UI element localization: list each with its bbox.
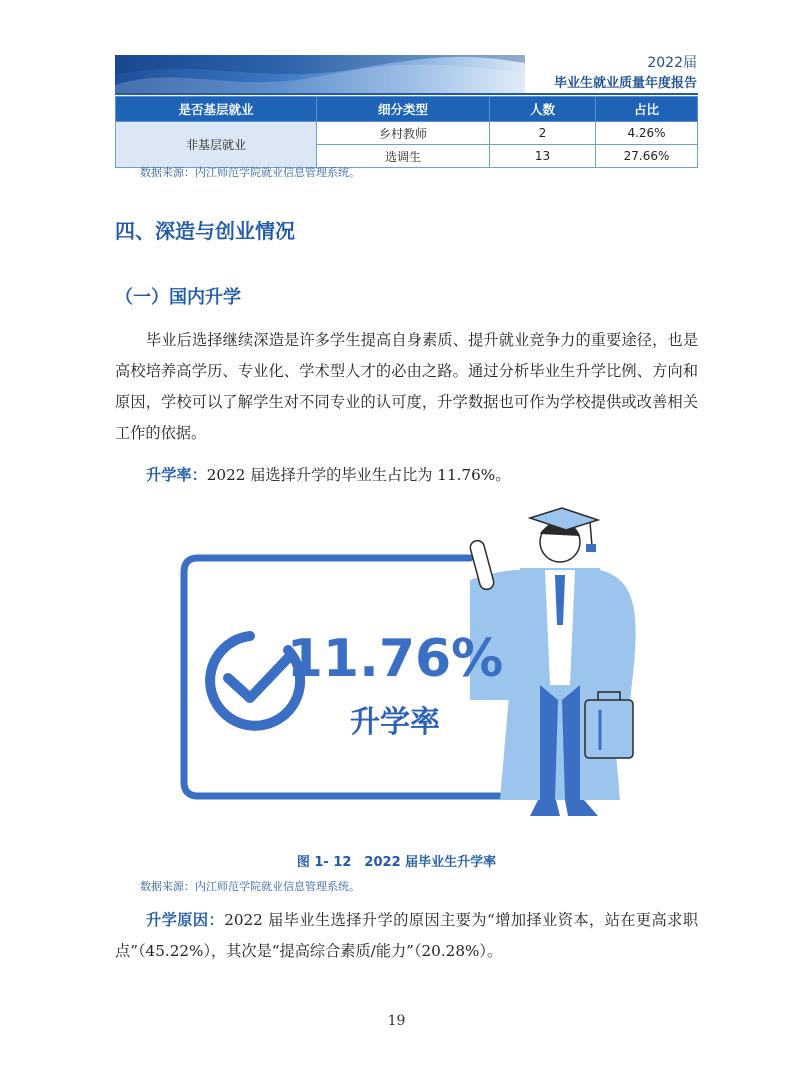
subsection-heading: （一）国内升学	[115, 287, 241, 308]
rate-label: 升学率：	[146, 466, 207, 484]
percent-cell: 27.66%	[596, 145, 698, 168]
figure-source-note: 数据来源：内江师范学院就业信息管理系统。	[140, 880, 360, 893]
percent-cell: 4.26%	[596, 122, 698, 145]
col-header: 是否基层就业	[116, 97, 317, 122]
table-header-row	[116, 97, 698, 122]
section-heading: 四、深造与创业情况	[115, 219, 295, 243]
group-cell: 非基层就业	[116, 122, 317, 168]
count-cell: 13	[490, 145, 596, 168]
table-source-note: 数据来源：内江师范学院就业信息管理系统。	[140, 166, 360, 179]
figure-big-label: 升学率	[350, 705, 440, 740]
graduate-rate-figure	[0, 500, 793, 840]
col-header: 占比	[596, 97, 698, 122]
header-divider	[115, 93, 698, 95]
employment-table	[115, 96, 698, 168]
reason-paragraph	[115, 905, 698, 967]
type-cell: 乡村教师	[317, 122, 490, 145]
header-report-title: 毕业生就业质量年度报告	[553, 76, 697, 91]
col-header: 人数	[490, 97, 596, 122]
header-wave-decoration	[115, 55, 525, 93]
page-number: 19	[387, 1013, 406, 1029]
type-cell: 选调生	[317, 145, 490, 168]
rate-paragraph	[115, 460, 698, 491]
checkmark-icon	[228, 658, 288, 698]
col-header: 细分类型	[317, 97, 490, 122]
figure-big-value: 11.76%	[286, 629, 504, 689]
intro-paragraph: 毕业后选择继续深造是许多学生提高自身素质、提升就业竞争力的重要途径，也是高校培养高学历、专业化、学术型人才的必由之路。通过分析毕业生升学比例、方向和原因，学校可以了解学生对不同专业的认可度，升学数据也可作为学校提供或改善相关工作的依据。	[115, 331, 698, 442]
rate-text: 2022 届选择升学的毕业生占比为 11.76%。	[206, 466, 511, 484]
figure-illustration	[0, 500, 793, 840]
figure-caption: 图 1- 12 2022 届毕业生升学率	[296, 855, 497, 870]
reason-text: 2022 届毕业生选择升学的原因主要为“增加择业资本，站在更高求职点”（45.22%），其次是“提高综合素质/能力”（20.28%）。	[115, 911, 699, 960]
header-banner	[115, 55, 525, 93]
reason-label: 升学原因：	[146, 911, 225, 929]
count-cell: 2	[490, 122, 596, 145]
header-year: 2022届	[647, 55, 697, 71]
table-row	[116, 122, 698, 145]
